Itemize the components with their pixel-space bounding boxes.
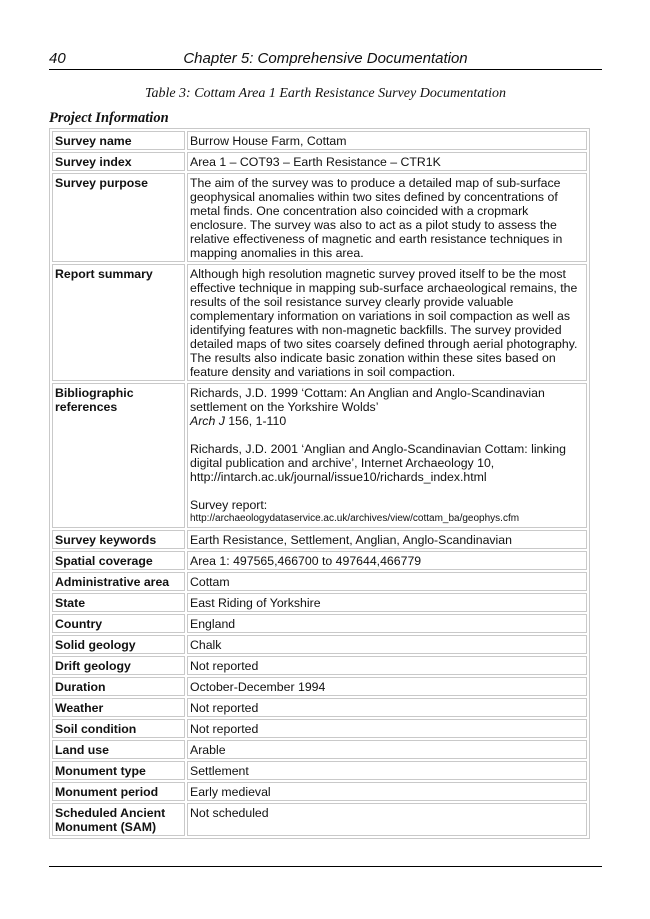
table-row	[52, 383, 587, 528]
table-row	[52, 677, 587, 696]
row-value: Not scheduled	[187, 803, 587, 836]
table-row	[52, 740, 587, 759]
page-number: 40	[49, 50, 66, 67]
chapter-title: Chapter 5: Comprehensive Documentation	[183, 50, 468, 67]
row-value: Early medieval	[187, 782, 587, 801]
table-caption: Table 3: Cottam Area 1 Earth Resistance Survey Documentation	[144, 86, 507, 101]
row-label: Report summary	[52, 264, 185, 381]
table-row	[52, 173, 587, 262]
row-value: Area 1 – COT93 – Earth Resistance – CTR1K	[187, 152, 587, 171]
row-label: Soil condition	[52, 719, 185, 738]
row-label: Survey keywords	[52, 530, 185, 549]
row-label: Drift geology	[52, 656, 185, 675]
reference-1-journal: Arch J	[190, 414, 225, 428]
row-label: State	[52, 593, 185, 612]
table-row	[52, 656, 587, 675]
row-value: Settlement	[187, 761, 587, 780]
table-row	[52, 614, 587, 633]
reference-1-pages: 156, 1-110	[224, 414, 287, 428]
row-value: October-December 1994	[187, 677, 587, 696]
table-row	[52, 264, 587, 381]
row-value: Cottam	[187, 572, 587, 591]
project-information-table	[49, 128, 590, 839]
table-row	[52, 803, 587, 836]
row-label: Survey index	[52, 152, 185, 171]
survey-report-link[interactable]: http://archaeologydataservice.ac.uk/archives/view/cottam_ba/geophys.cfm	[190, 513, 520, 524]
reference-2: Richards, J.D. 2001 ‘Anglian and Anglo-Scandinavian Cottam: linking digital publication and archive’, Internet Archaeology 10, http://intarch.ac.uk/journal/issue10/richards_index.html	[190, 442, 566, 484]
table-row	[52, 719, 587, 738]
row-label: Monument type	[52, 761, 185, 780]
reference-1-text: Richards, J.D. 1999 ‘Cottam: An Anglian and Anglo-Scandinavian settlement on the Yorkshire Wolds’	[190, 386, 545, 414]
row-value: Burrow House Farm, Cottam	[187, 131, 587, 150]
row-value: Earth Resistance, Settlement, Anglian, Anglo-Scandinavian	[187, 530, 587, 549]
table-row	[52, 761, 587, 780]
table-row	[52, 530, 587, 549]
table-row	[52, 593, 587, 612]
table-row	[52, 698, 587, 717]
row-value	[187, 383, 587, 528]
row-value: Arable	[187, 740, 587, 759]
row-label: Solid geology	[52, 635, 185, 654]
section-heading: Project Information	[49, 110, 169, 126]
row-value: Although high resolution magnetic survey proved itself to be the most effective technique in mapping sub-surface archaeological remains, the results of the soil resistance survey clearly provide valuable complementary information on variations in soil compaction as well as identifying features with non-magnetic backfills. The survey provided detailed maps of two sites coarsely defined through aerial photography. The results also indicate basic zonation within these sites based on feature density and variations in soil compaction.	[187, 264, 587, 381]
survey-report-label: Survey report:	[190, 498, 268, 512]
row-value: Not reported	[187, 656, 587, 675]
row-value: Chalk	[187, 635, 587, 654]
table-row	[52, 635, 587, 654]
row-label: Duration	[52, 677, 185, 696]
table-row	[52, 551, 587, 570]
row-label: Land use	[52, 740, 185, 759]
row-label: Scheduled Ancient Monument (SAM)	[52, 803, 185, 836]
table-row	[52, 131, 587, 150]
footer-rule	[49, 866, 602, 867]
row-label: Administrative area	[52, 572, 185, 591]
row-label: Bibliographic references	[52, 383, 185, 528]
row-label: Survey name	[52, 131, 185, 150]
row-label: Country	[52, 614, 185, 633]
row-label: Spatial coverage	[52, 551, 185, 570]
page-header	[49, 49, 602, 70]
row-value: East Riding of Yorkshire	[187, 593, 587, 612]
row-label: Monument period	[52, 782, 185, 801]
reference-1	[190, 386, 584, 428]
row-label: Survey purpose	[52, 173, 185, 262]
row-value: Area 1: 497565,466700 to 497644,466779	[187, 551, 587, 570]
table-row	[52, 572, 587, 591]
row-value: Not reported	[187, 719, 587, 738]
row-label: Weather	[52, 698, 185, 717]
row-value: The aim of the survey was to produce a detailed map of sub-surface geophysical anomalies within two sites defined by concentrations of metal finds. One concentration also coincided with a cropmark enclosure. The survey was also to act as a pilot study to assess the relative effectiveness of magnetic and earth resistance techniques in mapping anomalies in this area.	[187, 173, 587, 262]
row-value: Not reported	[187, 698, 587, 717]
table-row	[52, 152, 587, 171]
row-value: England	[187, 614, 587, 633]
table-row	[52, 782, 587, 801]
